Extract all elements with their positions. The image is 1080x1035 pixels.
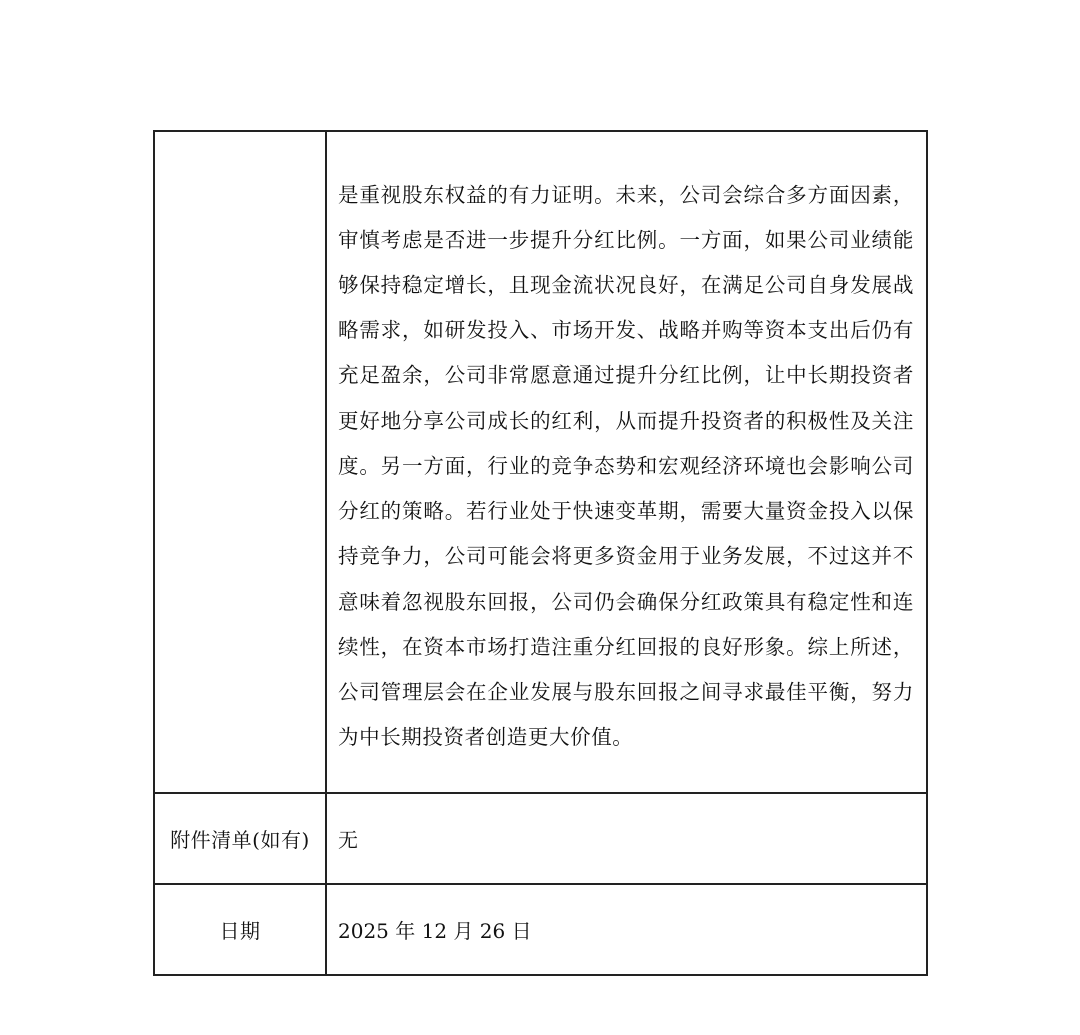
answer-content-cell	[326, 131, 927, 793]
answer-label-cell	[154, 131, 326, 793]
date-value: 2025 年 12 月 26 日	[338, 919, 532, 943]
table-row-attachments	[154, 793, 927, 884]
attachments-value-cell	[326, 793, 927, 884]
table-row-date	[154, 884, 927, 975]
attachments-value: 无	[338, 828, 358, 852]
document-table	[153, 130, 928, 976]
answer-paragraph: 是重视股东权益的有力证明。未来，公司会综合多方面因素，审慎考虑是否进一步提升分红比例。一方面，如果公司业绩能够保持稳定增长，且现金流状况良好，在满足公司自身发展战略需求，如研发投入、市场开发、战略并购等资本支出后仍有充足盈余，公司非常愿意通过提升分红比例，让中长期投资者更好地分享公司成长的红利，从而提升投资者的积极性及关注度。另一方面，行业的竞争态势和宏观经济环境也会影响公司分红的策略。若行业处于快速变革期，需要大量资金投入以保持竞争力，公司可能会将更多资金用于业务发展，不过这并不意味着忽视股东回报，公司仍会确保分红政策具有稳定性和连续性，在资本市场打造注重分红回报的良好形象。综上所述，公司管理层会在企业发展与股东回报之间寻求最佳平衡，努力为中长期投资者创造更大价值。	[338, 182, 914, 750]
table-row-answer	[154, 131, 927, 793]
date-value-cell	[326, 884, 927, 975]
attachments-label: 附件清单(如有)	[154, 793, 326, 884]
date-label: 日期	[154, 884, 326, 975]
